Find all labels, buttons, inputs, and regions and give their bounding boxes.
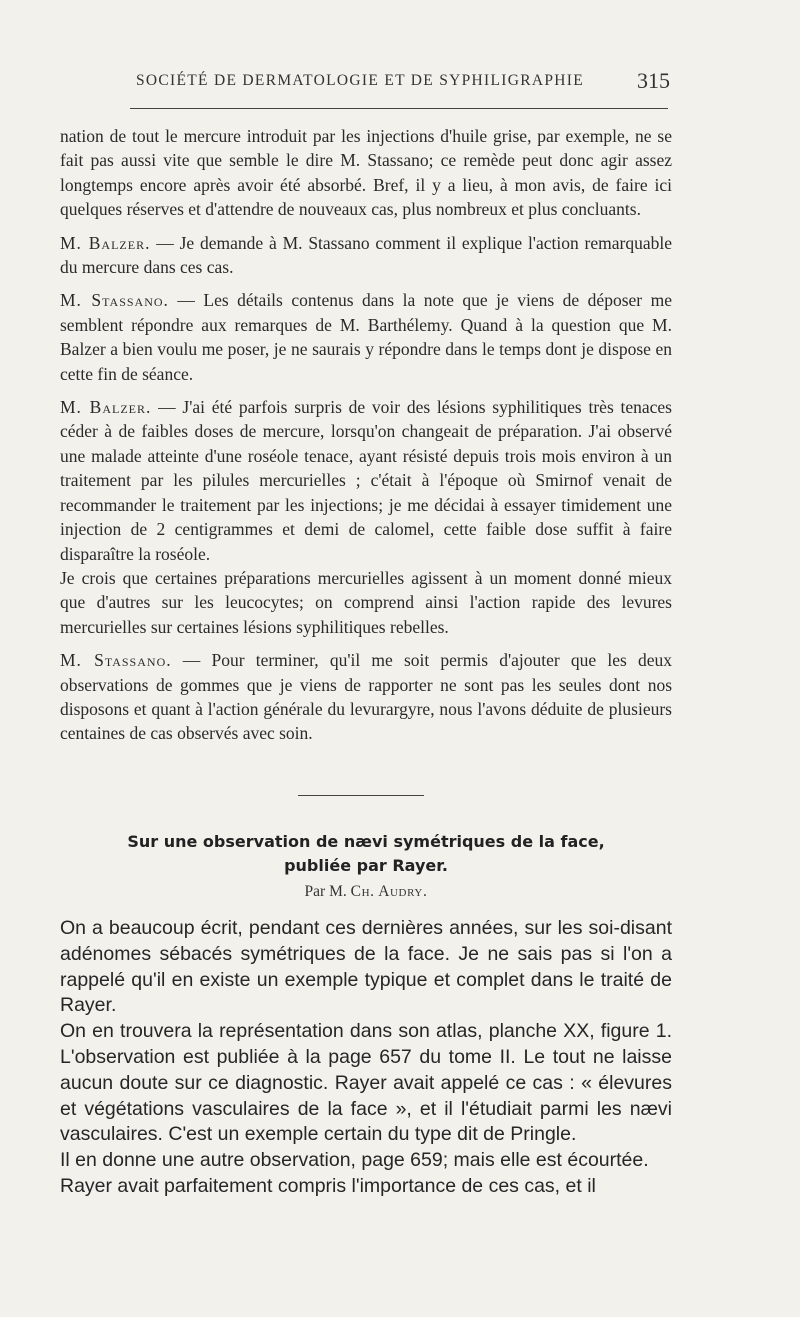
paragraph: Rayer avait parfaitement compris l'importance de ces cas, et il — [60, 1174, 596, 1197]
article-title-line: Sur une observation de nævi symétriques de la face, — [127, 832, 605, 851]
speaker-paragraph — [60, 395, 672, 566]
byline-prefix: Par M. — [304, 883, 351, 900]
paragraph: On a beaucoup écrit, pendant ces dernières années, sur les soi-disant adénomes sébacés symétriques de la face. Je ne sais pas si l'on a rappelé qu'il en existe un exemple typique et complet dans le traité de Rayer. — [60, 917, 672, 1017]
speaker-paragraph — [60, 648, 672, 746]
speech-text: — Pour terminer, qu'il me soit permis d'ajouter que les deux observations de gommes que je viens de rapporter ne sont pas les seules dont nos disposons et quant à l'action générale du levurargyre, nous l'avons déduite de plusieurs centaines de cas observés avec soin. — [60, 650, 672, 744]
article-body — [60, 916, 672, 1200]
speaker-name: M. Stassano. — [60, 650, 172, 671]
speech-text: — Je demande à M. Stassano comment il explique l'action remarquable du mercure dans ces cas. — [60, 232, 672, 278]
speaker-paragraph — [60, 231, 672, 280]
article-title — [60, 830, 672, 878]
paragraph: Je crois que certaines préparations mercurielles agissent à un moment donné mieux que d'autres sur les leucocytes; on comprend ainsi l'action rapide des levures mercurielles sur certaines lésions syphilitiques rebelles. — [60, 567, 672, 637]
speaker-name: M. Balzer. — [60, 232, 151, 253]
discussion-section — [60, 124, 672, 746]
article-byline — [60, 883, 672, 901]
speaker-paragraph — [60, 288, 672, 386]
speaker-name: M. Stassano. — [60, 290, 169, 311]
paragraph: On en trouvera la représentation dans son atlas, planche XX, figure 1. L'observation est publiée à la page 657 du tome II. Le tout ne laisse aucun doute sur ce diagnostic. Rayer avait appelé ce cas : « élevures et végétations vasculaires de la face », et il l'étudiait parmi les nævi vasculaires. C'est un exemple certain du type dit de Pringle. — [60, 1020, 672, 1146]
speech-text: — J'ai été parfois surpris de voir des lésions syphilitiques très tenaces céder à de faibles doses de mercure, lorsqu'on changeait de préparation. J'ai observé une malade atteinte d'une roséole tenace, ayant résisté depuis trois mois environ à un traitement par les pilules mercurielles ; c'était à l'époque où Smirnof venait de recommander le traitement par les injections; je me décidai à essayer timidement une injection de 2 centigrammes et demi de calomel, cette faible dose suffit à faire disparaître la roséole. — [60, 397, 672, 564]
author-name: Ch. Audry. — [350, 883, 428, 900]
running-title: SOCIÉTÉ DE DERMATOLOGIE ET DE SYPHILIGRAPHIE — [136, 72, 584, 89]
paragraph: Il en donne une autre observation, page 659; mais elle est écourtée. — [60, 1149, 649, 1172]
section-separator — [298, 795, 424, 796]
speaker-name: M. Balzer. — [60, 397, 152, 418]
paragraph: nation de tout le mercure introduit par les injections d'huile grise, par exemple, ne se fait pas aussi vite que semble le dire M. Stassano; ce remède peut donc agir assez longtemps encore après avoir été absorbé. Bref, il y a lieu, à mon avis, de faire ici quelques réserves et d'attendre de nouveaux cas, plus nombreux et plus concluants. — [60, 126, 672, 220]
page-number: 315 — [637, 68, 670, 93]
header-rule — [130, 108, 668, 109]
running-head — [60, 68, 672, 96]
article-title-line: publiée par Rayer. — [284, 856, 448, 875]
speech-text: — Les détails contenus dans la note que je viens de déposer me semblent répondre aux remarques de M. Barthélemy. Quand à la question que M. Balzer a bien voulu me poser, je ne saurais y répondre dans le temps dont je dispose en cette fin de séance. — [60, 290, 672, 384]
